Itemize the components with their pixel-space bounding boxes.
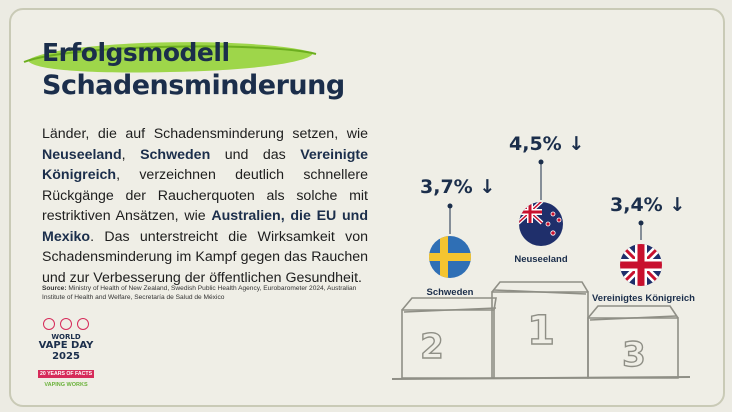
down-arrow-icon: ↓ bbox=[669, 194, 686, 216]
country-label-sweden: Schweden bbox=[426, 287, 474, 298]
stat-uk-value: 3,4% bbox=[610, 194, 663, 216]
sweden-flag-icon bbox=[428, 235, 474, 281]
title-line-2: Schadensminderung bbox=[42, 70, 345, 101]
logo-vaping-works: VAPING WORKS bbox=[44, 382, 88, 388]
body-highlight-uk: Vereinigte Königreich bbox=[42, 146, 369, 183]
source-text: Ministry of Health of New Zealand, Swedish Public Health Agency, Eurobarometer 2024, Australian Institute of Health and Welfare, Secretaría de Salud de México bbox=[42, 285, 357, 301]
stat-new-zealand-value: 4,5% bbox=[509, 133, 562, 155]
body-text-5: . Das unterstreicht die Wirksamkeit von Schadensminderung im Kampf gegen das Rauchen und zur Verbesserung der öffentlichen Gesundheit. bbox=[42, 228, 368, 286]
body-text-2: , bbox=[121, 146, 141, 163]
stat-new-zealand bbox=[509, 133, 584, 155]
body-highlight-restrictive: Australien, die EU und Mexiko bbox=[42, 208, 368, 245]
body-text-3: und das bbox=[210, 146, 301, 163]
uk-flag-icon bbox=[618, 242, 664, 288]
stat-sweden bbox=[420, 176, 495, 198]
stat-sweden-value: 3,7% bbox=[420, 176, 473, 198]
new-zealand-flag-icon bbox=[518, 201, 566, 249]
place-number-first: 1 bbox=[527, 308, 555, 354]
place-number-third: 3 bbox=[622, 335, 646, 375]
down-arrow-icon: ↓ bbox=[568, 133, 585, 155]
place-number-second: 2 bbox=[420, 327, 444, 367]
logo-vape-day: VAPE DAY bbox=[38, 340, 94, 351]
logo-world: WORLD bbox=[51, 333, 81, 341]
body-highlight-new-zealand: Neuseeland bbox=[42, 146, 122, 163]
logo-year: 2025 bbox=[52, 351, 80, 362]
stat-uk bbox=[610, 194, 685, 216]
country-label-new-zealand: Neuseeland bbox=[514, 254, 568, 265]
country-label-uk: Vereinigtes Königreich bbox=[592, 293, 695, 304]
logo-facts: 20 YEARS OF FACTS bbox=[39, 371, 93, 377]
body-text-4: , verzeichnen deutlich schnellere Rückgänge der Raucherquoten als solche mit restriktiven Ansätzen, wie bbox=[42, 167, 368, 224]
title-line-1: Erfolgsmodell bbox=[42, 38, 230, 67]
down-arrow-icon: ↓ bbox=[479, 176, 496, 198]
body-text-1: Länder, die auf Schadensminderung setzen, wie bbox=[42, 126, 368, 142]
source-label: Source: bbox=[42, 285, 67, 292]
podium-second bbox=[402, 298, 496, 378]
body-highlight-sweden: Schweden bbox=[140, 146, 211, 163]
